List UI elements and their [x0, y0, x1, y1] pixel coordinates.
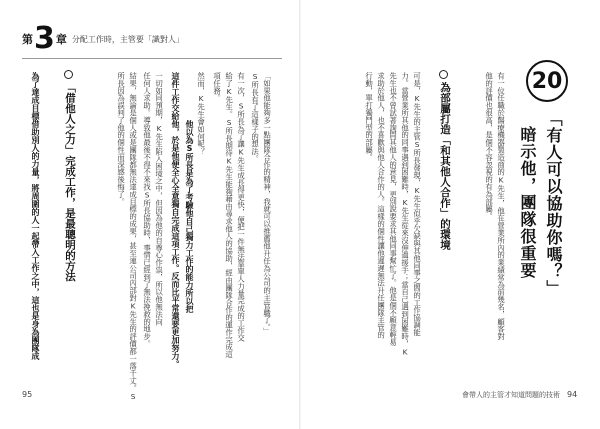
right-intro-col-1: 有一位任職於醫療機器製造商的K先生，他在營業所內的業績常為前幾名，顧客對 [496, 72, 506, 340]
right-body-col-3: 先生也不曾試著詢問其他人的意見，更別說要求其他同事幫忙了。他是個不願意輕易 [388, 72, 398, 346]
left-closing-col-1: 為了達成目標借助別人的力量，將周圍的人一起帶入工作之中，這也是身為團隊成 [31, 72, 40, 360]
left-col-4: 給了K先生。S所長期待K先生能夠藉由尋求他人的協助，經由團隊合作的運作完成這 [224, 72, 234, 358]
section-marker-icon-right [439, 70, 448, 79]
right-body-col-5: 行動，單打獨鬥型的部屬。 [364, 72, 374, 161]
left-col-2: S所長有了這樣子的想法。 [250, 72, 260, 163]
left-bold-col-2: 這件工作交給他，於是他便全心全意獨自完成這項工作。反而比平常還要更加努力。 [171, 72, 180, 368]
left-col-5: 項任務。 [212, 72, 222, 102]
right-title-line-1: 「有人可以協助你嗎？」 [544, 110, 563, 297]
section-number-badge [526, 60, 568, 102]
chapter-title: 分配工作時，主管要「識對人」 [71, 34, 184, 44]
section-number: 20 [531, 68, 563, 94]
left-col-1: 「如果他能夠多一點團隊合作的精神，我就可以推薦他升任為公司的主管職了。」 [262, 72, 272, 335]
right-footer-title: 會帶人的主管才知道問題的技術 [462, 391, 560, 399]
left-bold-col-1: 他以為S所長是為了考驗他自己獨力工作的能力所以把 [185, 120, 194, 313]
left-col-10: 所長因為誤判了他的個性而深感後悔了。 [116, 72, 126, 206]
left-col-7: 一切如同預期，K先生陷入困境之中，但因為他的自尊心作祟，所以他無法向 [154, 72, 164, 326]
left-col-3: 有一次，S所長為了讓K先生成長得更快，便把一件無法靠單人力量完成的工作交 [236, 72, 246, 342]
right-body-col-2: 力。當營業所其他的同事遇到困難時，K先生從來沒伸過援手；當自己遇到困難時，K [400, 72, 410, 357]
right-title-line-2: 暗示他，團隊很重要 [518, 126, 537, 279]
right-body-col-4: 求助於他人，也不喜歡與他人合作的人。這樣的個性讓他遲遲無法升任團隊主管的 [376, 72, 386, 339]
left-col-6: 然而，K先生會如何呢？ [196, 72, 206, 155]
left-col-8: 任何人求助。導致他最後不得不來找S所長協助時，事情已經到了無法挽救的地步。 [142, 72, 152, 348]
left-page-number: 95 [22, 390, 33, 399]
section-marker-icon [64, 70, 73, 79]
chapter-number: 3 [34, 21, 55, 56]
left-section-heading: 「借他人之力」完成工作，是最聰明的方法 [64, 82, 76, 282]
chapter-rule [22, 58, 282, 59]
chapter-suffix: 章 [55, 33, 67, 46]
chapter-header [22, 21, 184, 56]
right-intro-col-2: 他的評價也很高，是個不容忽視的有為部屬。 [484, 72, 494, 220]
right-section-heading: 為部屬打造「和其他人合作」的環境 [439, 82, 451, 250]
right-body-col-1: 可是，K先生的主管S所長發現，K先生似乎欠缺與其他同事之間的工作協調能 [412, 72, 422, 336]
left-col-9: 結果，無論是個人或是團隊都無法達成目標的成果，甚至連公司內部對K先生的評價都一落千丈。S [128, 72, 138, 401]
right-page-number: 94 [567, 390, 578, 399]
chapter-prefix: 第 [22, 33, 33, 46]
